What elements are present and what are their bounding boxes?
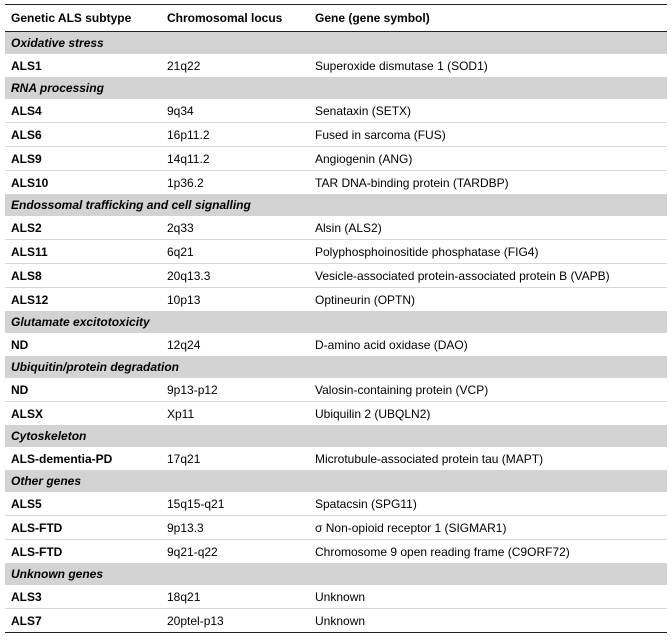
header-genetic-als-subtype: Genetic ALS subtype [5,5,161,32]
section-title: Other genes [5,470,667,492]
header-chromosomal-locus: Chromosomal locus [161,5,309,32]
table-row [5,216,667,240]
cell-gene: TAR DNA-binding protein (TARDBP) [309,171,667,195]
table-row [5,516,667,540]
cell-als-subtype: ND [5,333,161,356]
table-row [5,492,667,516]
cell-chromosomal-locus: 9p13-p12 [161,378,309,402]
cell-als-subtype: ALS9 [5,147,161,171]
header-row [5,5,667,32]
cell-chromosomal-locus: 21q22 [161,54,309,77]
cell-als-subtype: ALS-dementia-PD [5,447,161,470]
cell-chromosomal-locus: 10p13 [161,288,309,312]
cell-chromosomal-locus: 16p11.2 [161,123,309,147]
header-gene: Gene (gene symbol) [309,5,667,32]
cell-als-subtype: ALS1 [5,54,161,77]
cell-chromosomal-locus: 9p13.3 [161,516,309,540]
cell-gene: Senataxin (SETX) [309,99,667,123]
cell-gene: Unknown [309,609,667,633]
cell-chromosomal-locus: 9q21-q22 [161,540,309,564]
cell-gene: Spatacsin (SPG11) [309,492,667,516]
cell-gene: σ Non-opioid receptor 1 (SIGMAR1) [309,516,667,540]
cell-gene: Fused in sarcoma (FUS) [309,123,667,147]
cell-gene: Ubiquilin 2 (UBQLN2) [309,402,667,426]
table-row [5,333,667,356]
cell-als-subtype: ALS-FTD [5,516,161,540]
section-title: RNA processing [5,77,667,99]
cell-als-subtype: ALS3 [5,585,161,609]
table-row [5,264,667,288]
section-header-row [5,194,667,216]
table-row [5,147,667,171]
cell-chromosomal-locus: 17q21 [161,447,309,470]
cell-chromosomal-locus: 18q21 [161,585,309,609]
cell-als-subtype: ALS-FTD [5,540,161,564]
table-row [5,609,667,633]
section-title: Endossomal trafficking and cell signalling [5,194,667,216]
table-row [5,378,667,402]
section-header-row [5,425,667,447]
table-row [5,288,667,312]
section-header-row [5,32,667,55]
cell-gene: Vesicle-associated protein-associated protein B (VAPB) [309,264,667,288]
table-row [5,54,667,77]
table-row [5,585,667,609]
cell-chromosomal-locus: 15q15-q21 [161,492,309,516]
cell-gene: Angiogenin (ANG) [309,147,667,171]
table-row [5,540,667,564]
section-header-row [5,470,667,492]
cell-chromosomal-locus: 1p36.2 [161,171,309,195]
section-header-row [5,563,667,585]
cell-chromosomal-locus: 12q24 [161,333,309,356]
cell-als-subtype: ALS6 [5,123,161,147]
cell-gene: Polyphosphoinositide phosphatase (FIG4) [309,240,667,264]
cell-gene: Alsin (ALS2) [309,216,667,240]
cell-chromosomal-locus: 14q11.2 [161,147,309,171]
section-header-row [5,311,667,333]
cell-als-subtype: ALS4 [5,99,161,123]
cell-als-subtype: ALS10 [5,171,161,195]
cell-gene: Superoxide dismutase 1 (SOD1) [309,54,667,77]
cell-gene: Valosin-containing protein (VCP) [309,378,667,402]
section-title: Oxidative stress [5,32,667,55]
cell-als-subtype: ALS11 [5,240,161,264]
cell-chromosomal-locus: 20ptel-p13 [161,609,309,633]
section-header-row [5,77,667,99]
table-row [5,123,667,147]
cell-als-subtype: ALS8 [5,264,161,288]
cell-als-subtype: ALS12 [5,288,161,312]
section-header-row [5,356,667,378]
table-row [5,402,667,426]
cell-chromosomal-locus: Xp11 [161,402,309,426]
cell-gene: Optineurin (OPTN) [309,288,667,312]
table-row [5,447,667,470]
cell-als-subtype: ALSX [5,402,161,426]
cell-gene: D-amino acid oxidase (DAO) [309,333,667,356]
section-title: Unknown genes [5,563,667,585]
cell-als-subtype: ND [5,378,161,402]
als-genes-table [5,4,667,633]
section-title: Cytoskeleton [5,425,667,447]
cell-chromosomal-locus: 2q33 [161,216,309,240]
cell-gene: Chromosome 9 open reading frame (C9ORF72) [309,540,667,564]
als-genes-table-container [5,4,667,633]
table-row [5,171,667,195]
table-body [5,32,667,633]
cell-als-subtype: ALS7 [5,609,161,633]
cell-als-subtype: ALS5 [5,492,161,516]
cell-chromosomal-locus: 6q21 [161,240,309,264]
section-title: Ubiquitin/protein degradation [5,356,667,378]
section-title: Glutamate excitotoxicity [5,311,667,333]
cell-chromosomal-locus: 20q13.3 [161,264,309,288]
table-row [5,240,667,264]
cell-gene: Unknown [309,585,667,609]
table-row [5,99,667,123]
table-header [5,5,667,32]
cell-gene: Microtubule-associated protein tau (MAPT) [309,447,667,470]
cell-chromosomal-locus: 9q34 [161,99,309,123]
cell-als-subtype: ALS2 [5,216,161,240]
